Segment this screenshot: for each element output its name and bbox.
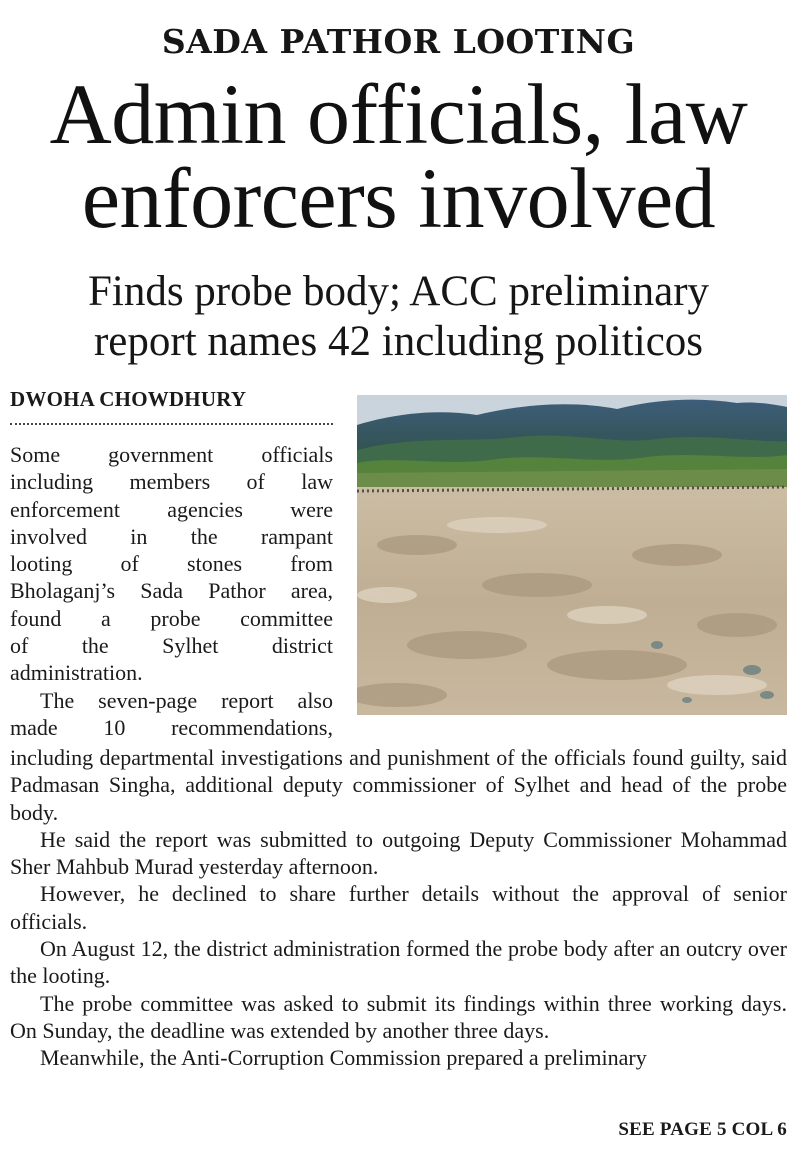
- headline-line-2: enforcers involved: [81, 150, 716, 246]
- continuation-jump: SEE PAGE 5 COL 6: [618, 1119, 787, 1140]
- paragraph-2-start: [10, 687, 333, 742]
- paragraph-3: He said the report was submitted to outgoing Deputy Commissioner Mohammad Sher Mahbub Murad yesterday afternoon.: [10, 826, 787, 880]
- paragraph-5: On August 12, the district administration formed the probe body after an outcry over the looting.: [10, 936, 787, 989]
- text-line: Bholaganj’s Sada Pathor area,: [10, 578, 333, 604]
- headline-line-1: Admin officials, law: [49, 66, 748, 162]
- paragraph-4: However, he declined to share further details without the approval of senior officials.: [10, 881, 787, 934]
- article-body-wide: [10, 744, 787, 1072]
- byline-divider: [10, 423, 333, 425]
- text-line: including members of law: [10, 469, 333, 495]
- byline: DWOHA CHOWDHURY: [10, 387, 247, 411]
- text-line: administration.: [10, 660, 143, 686]
- text-line: found a probe committee: [10, 605, 333, 631]
- text-line: enforcement agencies were: [10, 496, 333, 522]
- article-body-narrow: [10, 441, 333, 741]
- text-line: looting of stones from: [10, 551, 333, 577]
- subheadline-line-2: report names 42 including politicos: [93, 318, 704, 365]
- subheadline-line-1: Finds probe body; ACC preliminary: [87, 268, 710, 315]
- news-photo: [357, 395, 787, 715]
- kicker-label: SADA PATHOR LOOTING: [161, 22, 636, 61]
- paragraph-6: The probe committee was asked to submit its findings within three working days. On Sunday, the deadline was extended by another three days.: [10, 990, 787, 1043]
- text-line: The seven-page report also: [40, 687, 333, 713]
- text-line: involved in the rampant: [10, 523, 333, 549]
- paragraph-1: [10, 441, 333, 687]
- text-line: made 10 recommendations,: [10, 714, 333, 740]
- paragraph-2-continued: including departmental investigations and punishment of the officials found guilty, said Padmasan Singha, additional deputy commissioner of Sylhet and head of the probe body.: [10, 745, 787, 825]
- text-line: of the Sylhet district: [10, 633, 333, 659]
- text-line: Some government officials: [10, 442, 333, 467]
- subheadline: [0, 267, 797, 367]
- riverbed-photo-icon: [357, 395, 787, 715]
- paragraph-7: Meanwhile, the Anti-Corruption Commission prepared a preliminary: [40, 1045, 647, 1071]
- headline: [0, 66, 797, 246]
